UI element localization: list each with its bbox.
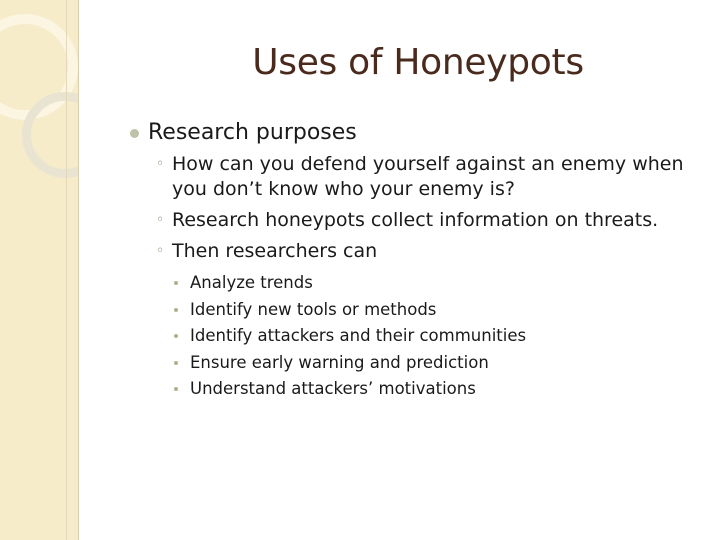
- sub-sub-bullet-text: Identify new tools or methods: [190, 299, 437, 319]
- slide-body: [128, 118, 688, 403]
- ring-bullet-icon: ◦: [156, 212, 165, 228]
- sub-bullet-text: Research honeypots collect information on threats.: [172, 209, 659, 231]
- slide-title: Uses of Honeypots: [252, 42, 584, 83]
- bullet-item: [148, 118, 688, 148]
- sub-bullet-item: [156, 239, 688, 264]
- dot-bullet-icon: [174, 361, 178, 365]
- dot-bullet-icon: [174, 334, 178, 338]
- dot-bullet-icon: [174, 387, 178, 391]
- sub-sub-bullet-text: Analyze trends: [190, 273, 313, 292]
- sub-bullet-item: [156, 152, 688, 202]
- dot-bullet-icon: [174, 308, 178, 312]
- ring-bullet-icon: ◦: [156, 156, 165, 172]
- sub-bullet-item: [156, 208, 688, 233]
- sub-sub-bullet-item: [190, 323, 688, 350]
- sub-sub-bullet-item: [190, 376, 688, 403]
- dot-bullet-icon: [174, 281, 178, 285]
- bullet-dot-icon: [130, 129, 139, 138]
- decorative-side-band: [0, 0, 79, 540]
- sub-sub-bullet-item: [190, 297, 688, 324]
- bullet-text: Research purposes: [148, 120, 357, 145]
- sub-bullet-list: [156, 152, 688, 264]
- sub-sub-bullet-list: [190, 270, 688, 403]
- sub-sub-bullet-text: Understand attackers’ motivations: [190, 379, 476, 398]
- sub-sub-bullet-item: [190, 350, 688, 377]
- sub-sub-bullet-text: Identify attackers and their communities: [190, 326, 527, 345]
- sub-bullet-text: How can you defend yourself against an enemy when you don’t know who your enemy is?: [172, 153, 684, 200]
- sub-bullet-text: Then researchers can: [172, 240, 378, 262]
- sub-sub-bullet-item: [190, 270, 688, 297]
- decorative-line: [66, 0, 67, 540]
- ring-bullet-icon: ◦: [156, 243, 165, 259]
- sub-sub-bullet-text: Ensure early warning and prediction: [190, 352, 489, 372]
